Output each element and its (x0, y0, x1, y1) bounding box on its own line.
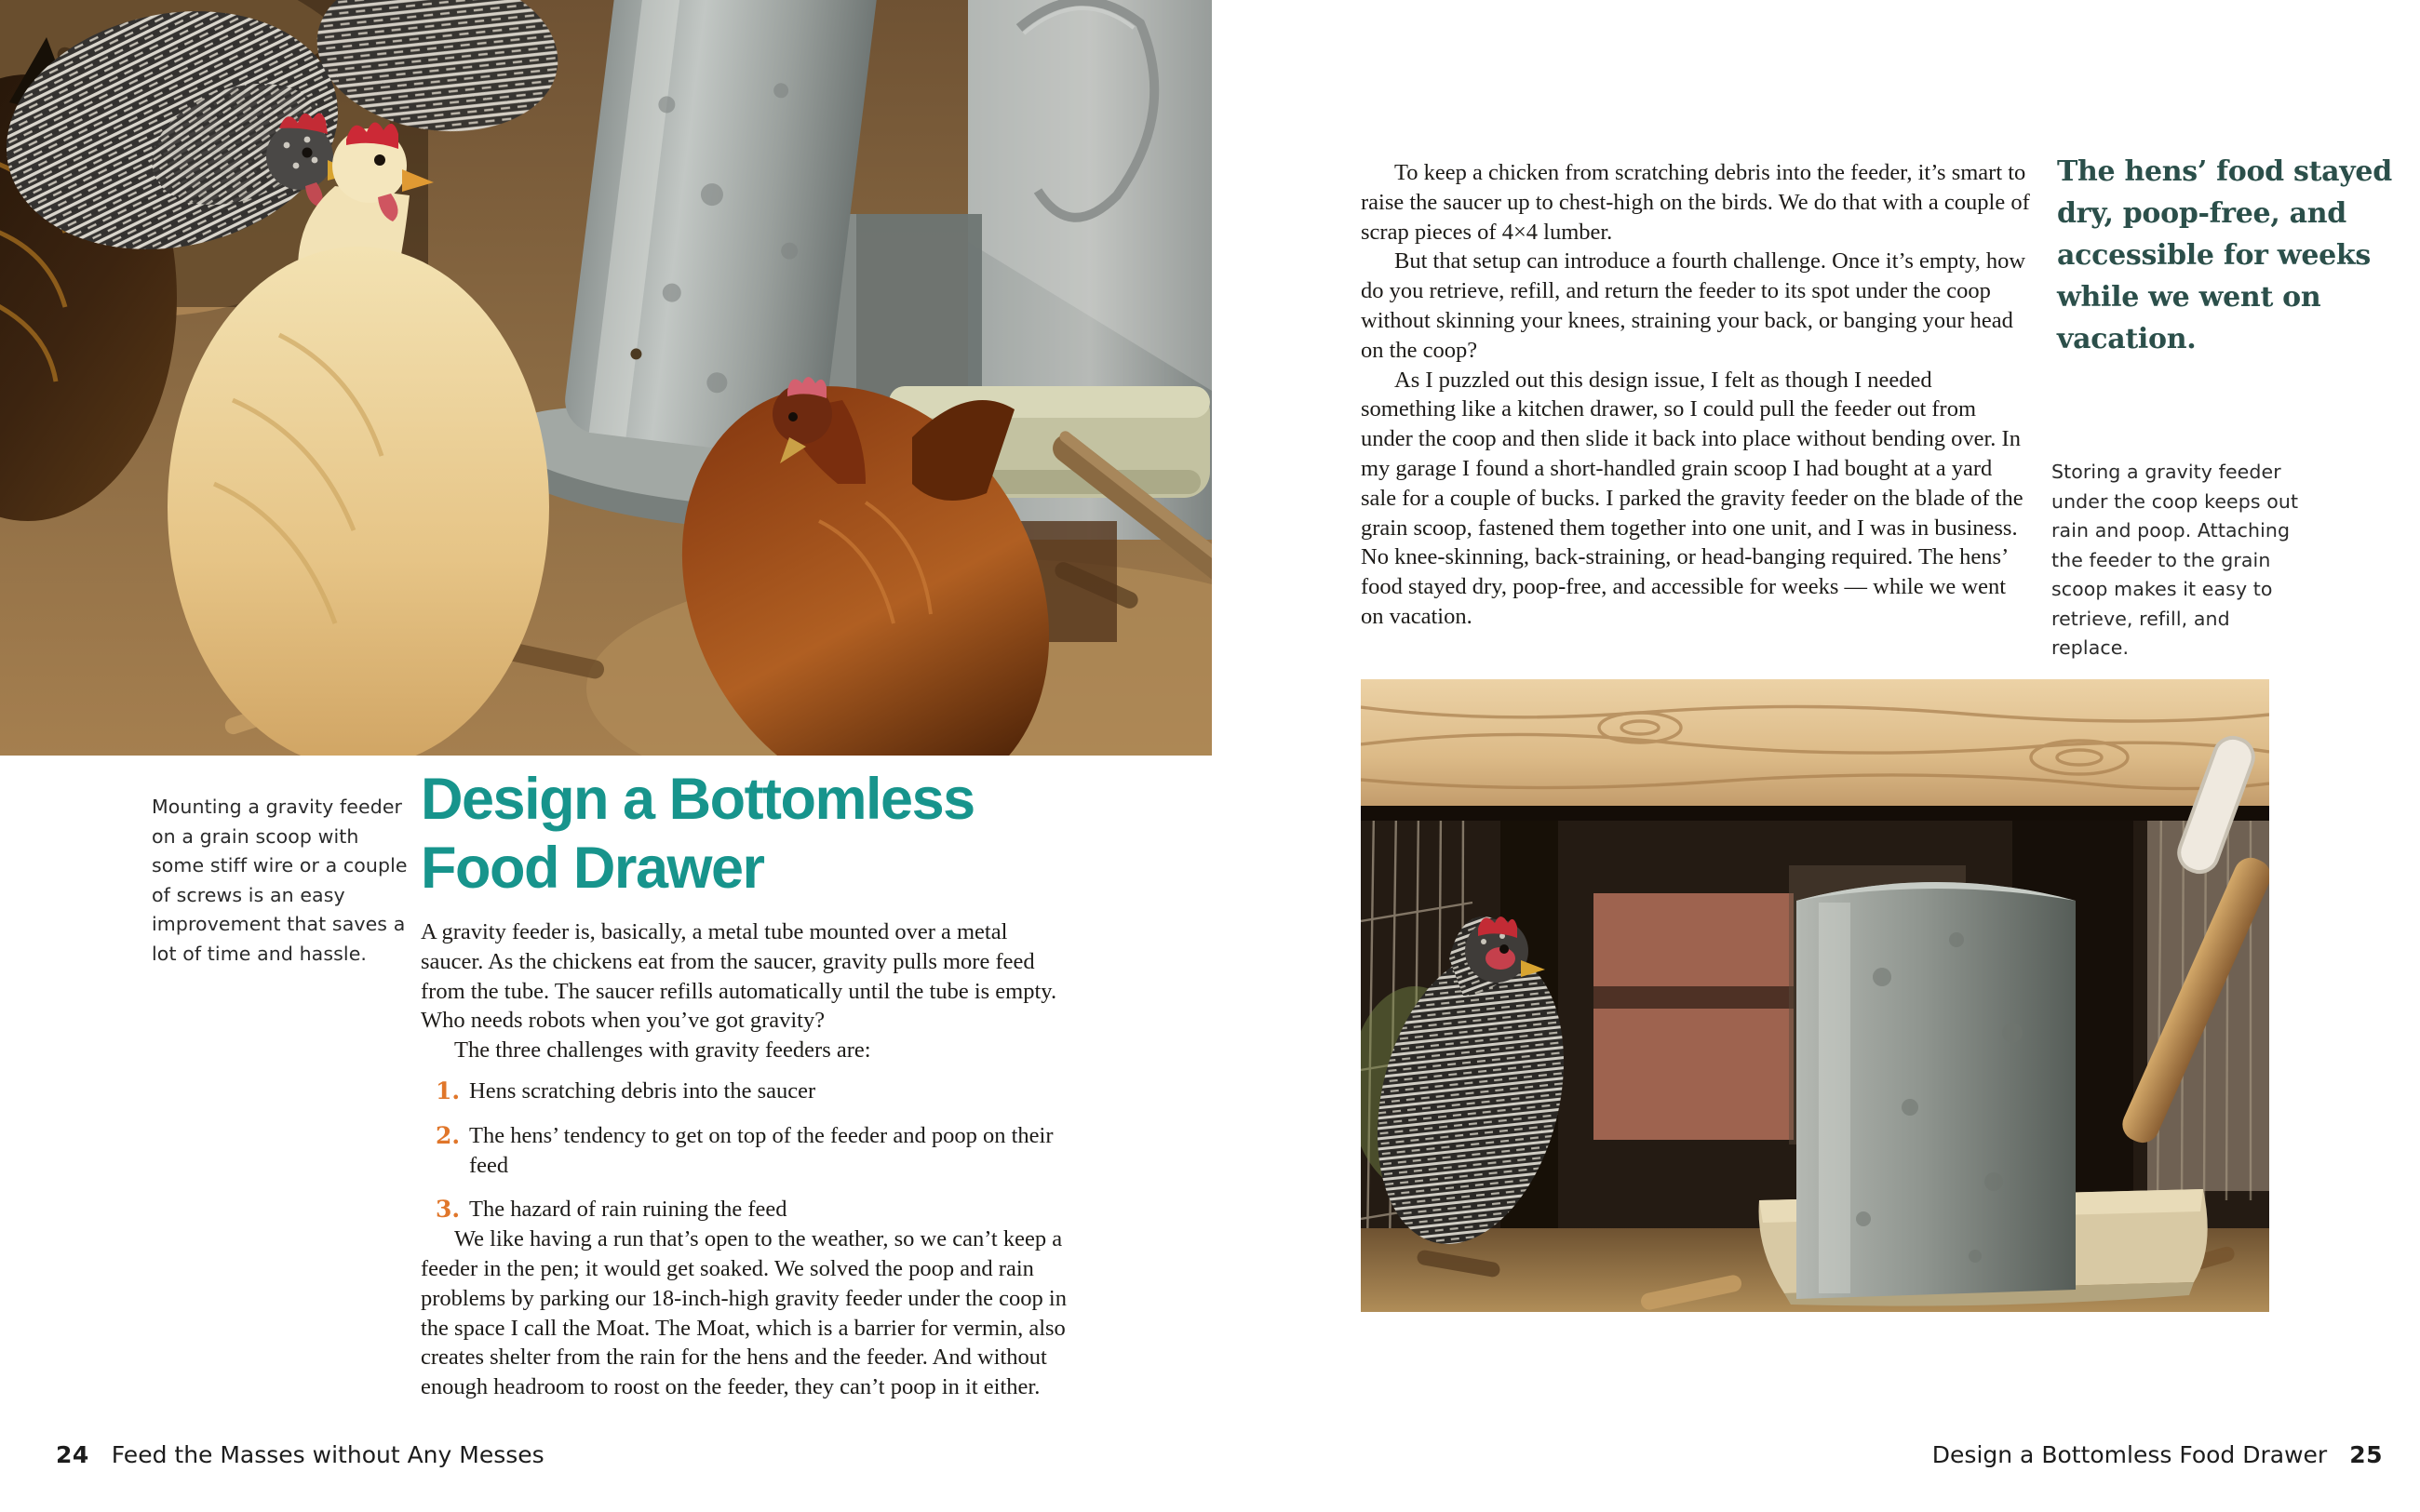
right-page-number: 25 (2349, 1441, 2383, 1468)
chapter-heading (421, 765, 1091, 903)
challenges-list (436, 1077, 1067, 1224)
left-footer-title: Feed the Masses without Any Messes (111, 1441, 544, 1468)
list-item (436, 1121, 1067, 1181)
right-body-column (1361, 158, 2031, 632)
list-number: 3. (436, 1196, 461, 1224)
challenges-lead-line: The three challenges with gravity feeders are: (454, 1037, 871, 1064)
body-paragraph-1: To keep a chicken from scratching debris into the feeder, it’s smart to raise the saucer up to chest-high on the birds. We do that with a couple of scrap pieces of 4×4 lumber. (1361, 160, 2030, 245)
body-paragraph-3: As I puzzled out this design issue, I felt as though I needed something like a kitchen drawer, so I could pull the feeder out from under the coop and then slide it back into place without bending over. In my garage I found a short-handled grain scoop I had bought at a yard sale for a couple of bucks. I parked the gravity feeder on the blade of the grain scoop, fastened them together into one unit, and I was in business. No knee-skinning, back-straining, or head-banging required. The hens’ food stayed dry, poop-free, and accessible for weeks — while we went on vacation. (1361, 367, 2023, 629)
list-text: The hens’ tendency to get on top of the feeder and poop on their feed (469, 1122, 1054, 1178)
right-photo-caption: Storing a gravity feeder under the coop keeps out rain and poop. Attaching the feeder to the grain scoop makes it easy to retrieve, refill, and replace. (2051, 461, 2299, 659)
pull-quote: The hens’ food stayed dry, poop-free, and accessible for weeks while we went on vacation. (2057, 155, 2392, 355)
list-number: 1. (436, 1077, 461, 1104)
list-item (436, 1195, 1067, 1224)
chapter-heading-line2: Food Drawer (421, 836, 764, 901)
list-number: 2. (436, 1121, 461, 1149)
left-photo-chickens (0, 0, 1212, 756)
body-paragraph-2: But that setup can introduce a fourth challenge. Once it’s empty, how do you retrieve, refill, and return the feeder to its spot under the coop without skinning your knees, straining your back, or banging your head on the coop? (1361, 248, 2026, 363)
intro-paragraph: A gravity feeder is, basically, a metal tube mounted over a metal saucer. As the chickens eat from the saucer, gravity pulls more feed from the tube. The saucer refills automatically until the tube is empty. Who needs robots when you’ve got gravity? (421, 919, 1057, 1034)
right-photo-feeder-under-coop (1361, 679, 2269, 1312)
left-body-column (421, 917, 1067, 1402)
left-photo-caption: Mounting a gravity feeder on a grain scoop with some stiff wire or a couple of screws is an easy improvement that saves a lot of time and hassle. (152, 796, 408, 965)
right-page-footer (1932, 1441, 2383, 1468)
left-page-footer (56, 1441, 544, 1468)
list-item (436, 1077, 1067, 1106)
list-text: Hens scratching debris into the saucer (469, 1077, 816, 1104)
left-page-number: 24 (56, 1441, 89, 1468)
list-text: The hazard of rain ruining the feed (469, 1197, 787, 1223)
closing-paragraph: We like having a run that’s open to the weather, so we can’t keep a feeder in the pen; it would get soaked. We solved the poop and rain problems by parking our 18-inch-high gravity feeder under the coop in the space I call the Moat. The Moat, which is a barrier for vermin, also creates shelter from the rain for the hens and the feeder. And without enough headroom to roost on the feeder, they can’t poop in it either. (421, 1226, 1067, 1400)
chapter-heading-line1: Design a Bottomless (421, 767, 975, 832)
right-footer-title: Design a Bottomless Food Drawer (1931, 1441, 2328, 1468)
